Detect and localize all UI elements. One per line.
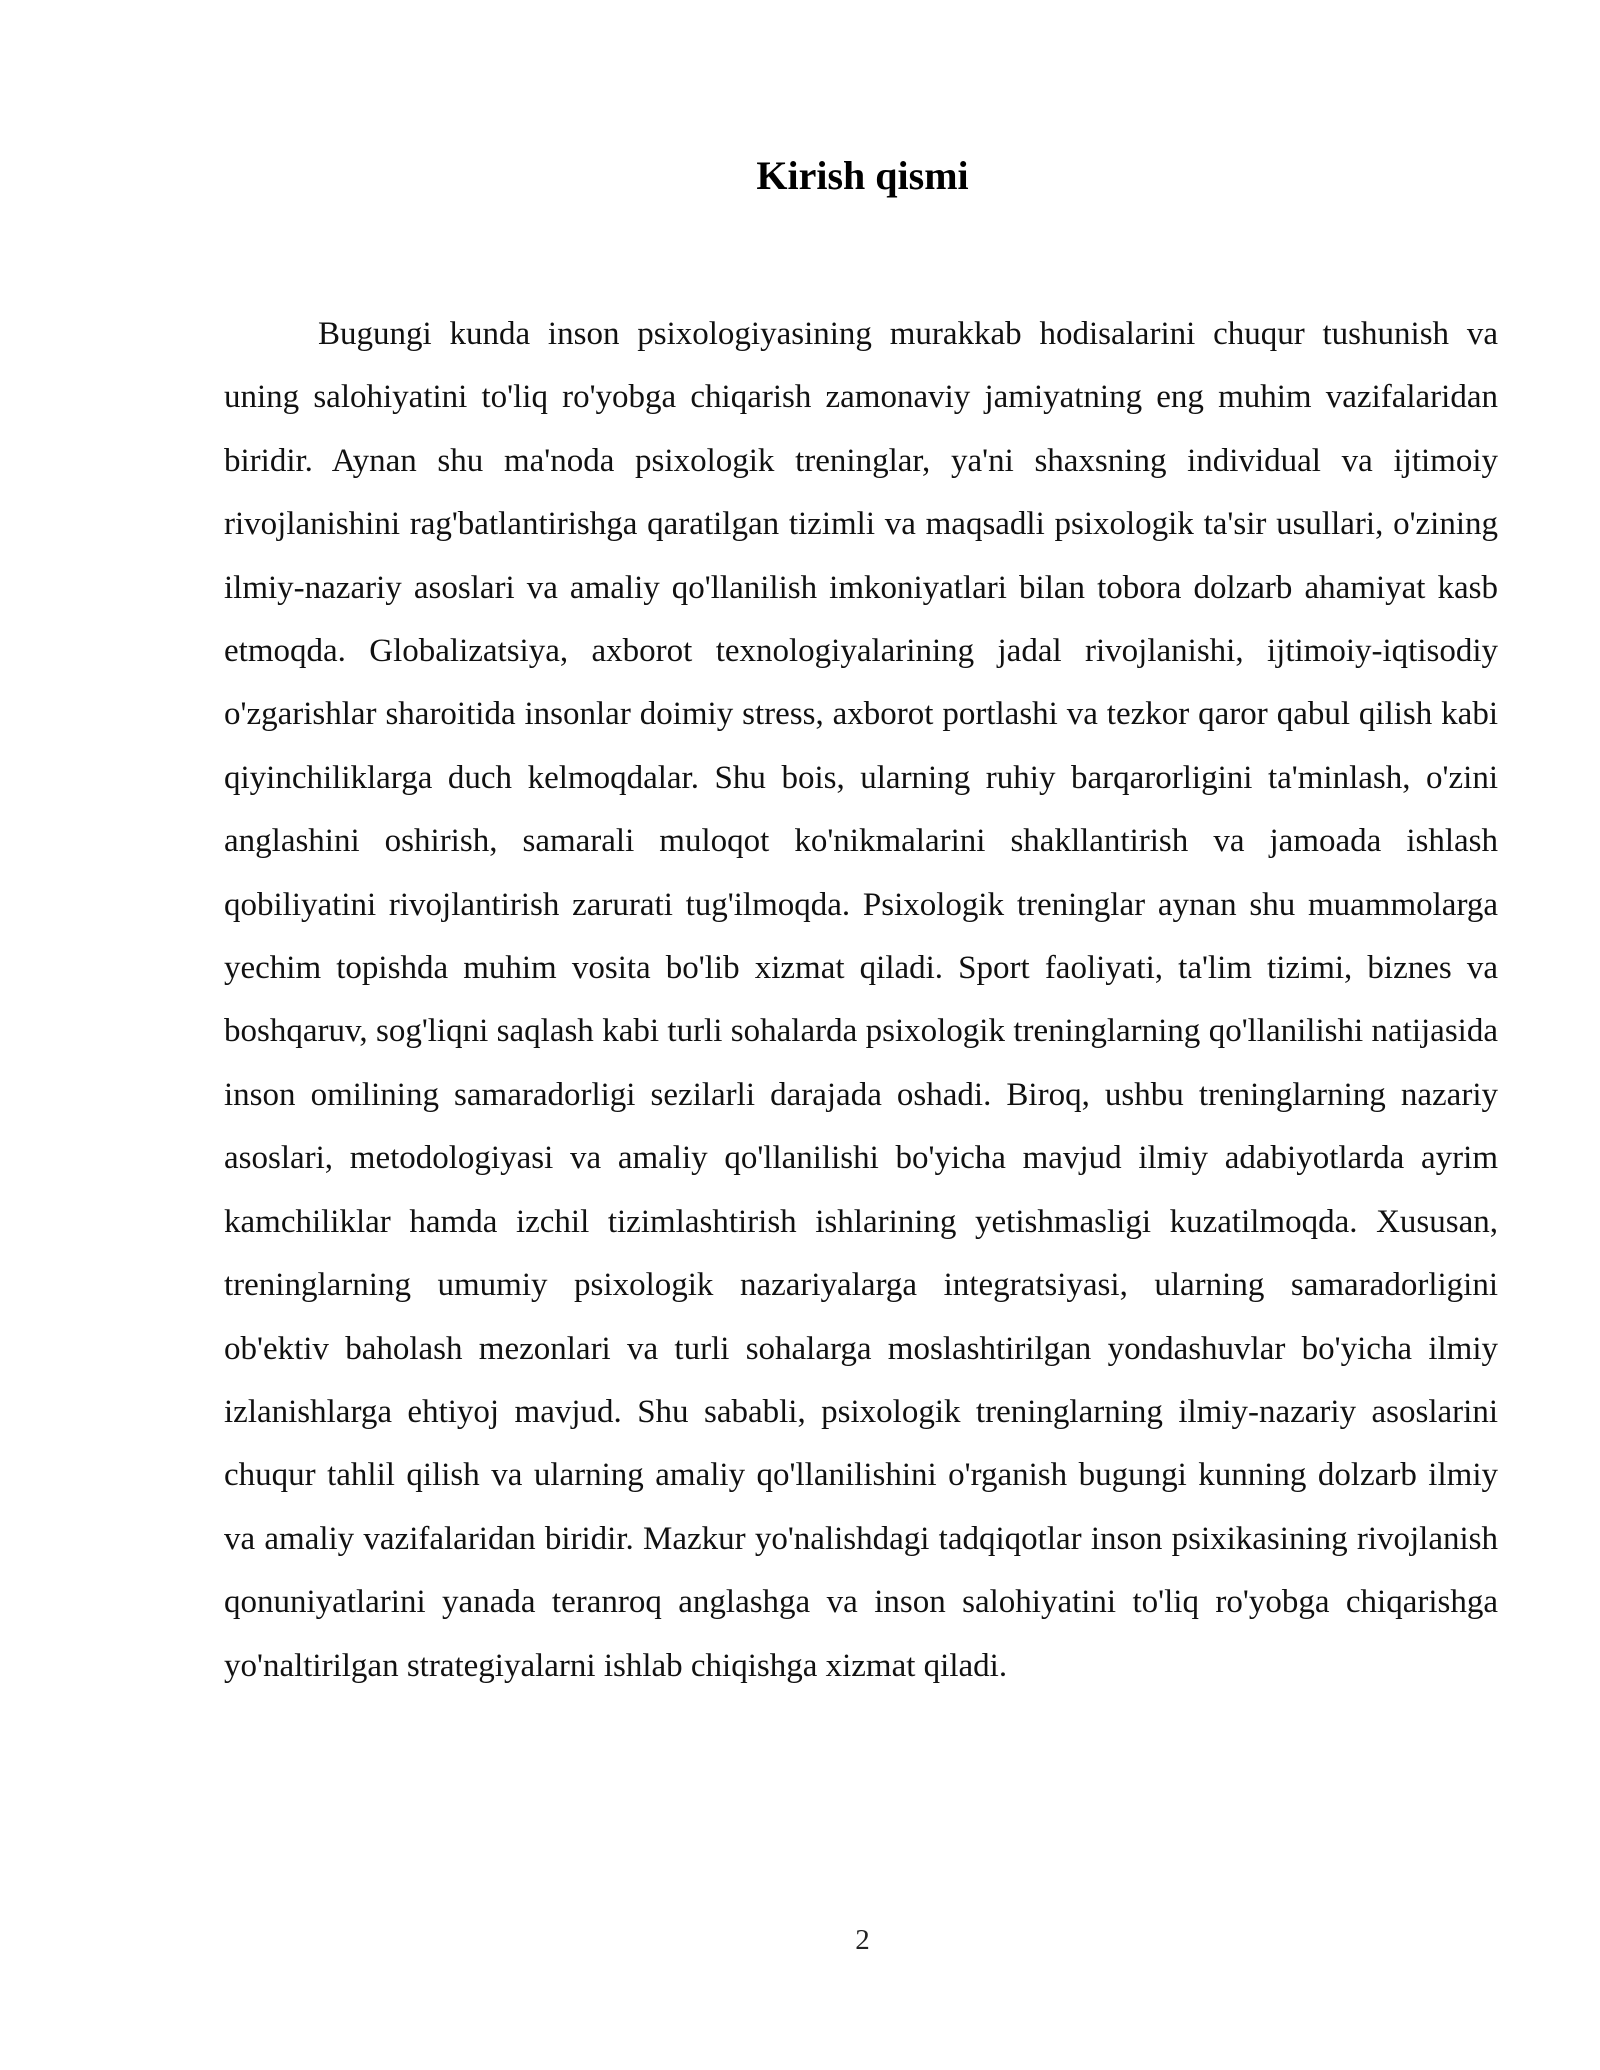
page-title: Kirish qismi: [756, 153, 969, 198]
body-paragraph: Bugungi kunda inson psixologiyasining murakkab hodisalarini chuqur tushunish va uning salohiyatini to'liq ro'yobga chiqarish zamonaviy jamiyatning eng muhim vazifalaridan biridir. Aynan shu ma'noda psixologik treninglar, ya'ni shaxsning individual va ijtimoiy rivojlanishini rag'batlantirishga qaratilgan tizimli va maqsadli psixologik ta'sir usullari, o'zining ilmiy-nazariy asoslari va amaliy qo'llanilish imkoniyatlari bilan tobora dolzarb ahamiyat kasb etmoqda. Globalizatsiya, axborot texnologiyalarining jadal rivojlanishi, ijtimoiy-iqtisodiy o'zgarishlar sharoitida insonlar doimiy stress, axborot portlashi va tezkor qaror qabul qilish kabi qiyinchiliklarga duch kelmoqdalar. Shu bois, ularning ruhiy barqarorligini ta'minlash, o'zini anglashini oshirish, samarali muloqot ko'nikmalarini shakllantirish va jamoada ishlash qobiliyatini rivojlantirish zarurati tug'ilmoqda. Psixologik treninglar aynan shu muammolarga yechim topishda muhim vosita bo'lib xizmat qiladi. Sport faoliyati, ta'lim tizimi, biznes va boshqaruv, sog'liqni saqlash kabi turli sohalarda psixologik treninglarning qo'llanilishi natijasida inson omilining samaradorligi sezilarli darajada oshadi. Biroq, ushbu treninglarning nazariy asoslari, metodologiyasi va amaliy qo'llanilishi bo'yicha mavjud ilmiy adabiyotlarda ayrim kamchiliklar hamda izchil tizimlashtirish ishlarining yetishmasligi kuzatilmoqda. Xususan, treninglarning umumiy psixologik nazariyalarga integratsiyasi, ularning samaradorligini ob'ektiv baholash mezonlari va turli sohalarga moslashtirilgan yondashuvlar bo'yicha ilmiy izlanishlarga ehtiyoj mavjud. Shu sababli, psixologik treninglarning ilmiy-nazariy asoslarini chuqur tahlil qilish va ularning amaliy qo'llanilishini o'rganish bugungi kunning dolzarb ilmiy va amaliy vazifalaridan biridir. Mazkur yo'nalishdagi tadqiqotlar inson psixikasining rivojlanish qonuniyatlarini yanada teranroq anglashga va inson salohiyatini to'liq ro'yobga chiqarishga yo'naltirilgan strategiyalarni ishlab chiqishga xizmat qiladi.: [224, 316, 1498, 1684]
page-number: 2: [855, 1924, 870, 1956]
